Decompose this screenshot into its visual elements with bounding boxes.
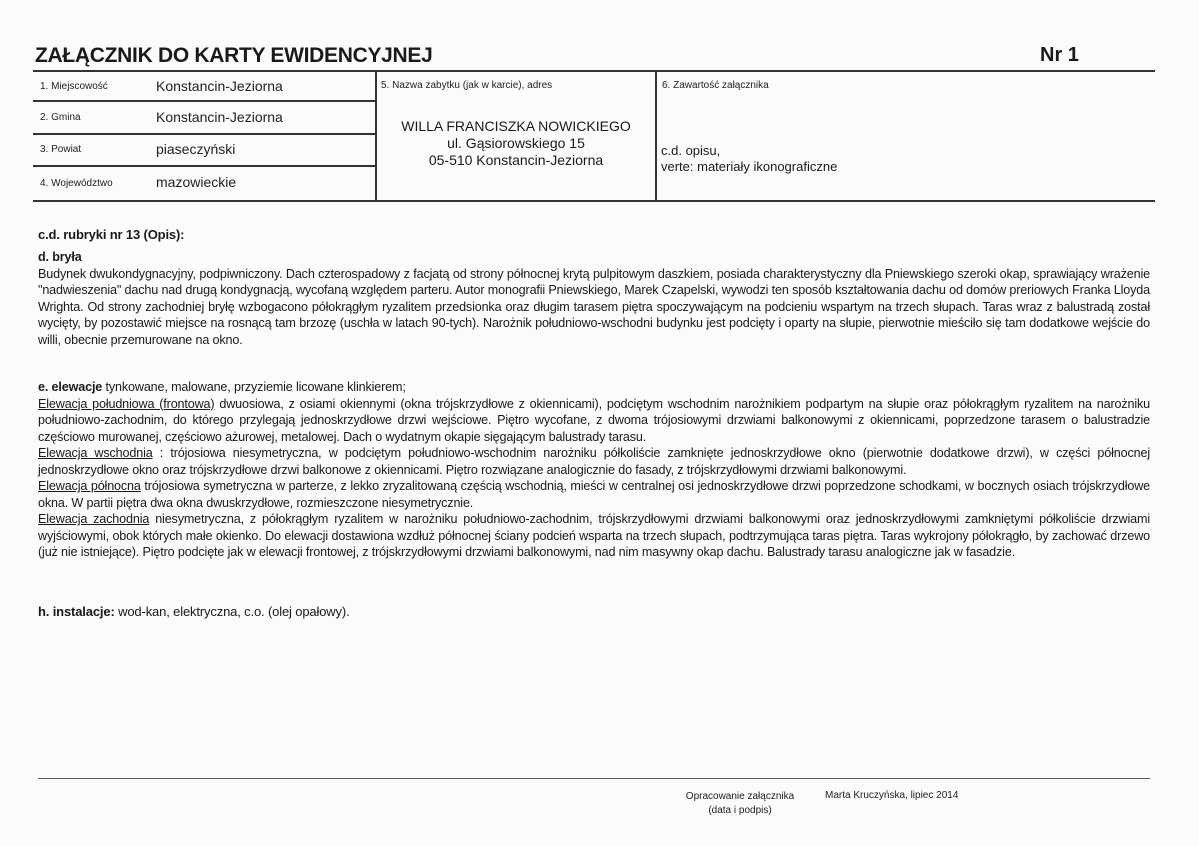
elevation-name: Elewacja północna bbox=[38, 479, 141, 493]
monument-label: 5. Nazwa zabytku (jak w karcie), adres bbox=[381, 80, 553, 91]
contents-line: c.d. opisu, bbox=[661, 143, 721, 158]
footer-label-line: (data i podpis) bbox=[708, 805, 772, 816]
row-divider bbox=[33, 165, 375, 167]
elevation-south bbox=[38, 396, 1150, 446]
h-heading: h. instalacje: bbox=[38, 604, 115, 619]
monument-street: ul. Gąsiorowskiego 15 bbox=[447, 135, 585, 151]
table-bottom-rule bbox=[33, 200, 1155, 202]
e-intro: tynkowane, malowane, przyziemie licowane klinkierem; bbox=[102, 380, 406, 394]
contents-line: verte: materiały ikonograficzne bbox=[661, 159, 838, 174]
row-divider bbox=[33, 100, 375, 102]
h-text: wod-kan, elektryczna, c.o. (olej opałowy). bbox=[114, 604, 350, 619]
elevation-text: niesymetryczna, z półokrągłym ryzalitem w narożniku południowo-zachodnim, trójskrzydłowymi drzwiami balkonowymi oraz jednoskrzydłowymi zamkniętymi półkoliście drzwiami wyjściowymi, obok których małe okienko. Do elewacji dostawiona wzdłuż północnej ściany podcień wsparta na trzech słupach, podtrzymująca taras piętra. Taras wykrojony półokrągło, by zachować drzewo (już nie istniejące). Piętro podcięte jak w elewacji frontowej, z trójskrzydłowymi drzwiami balkonowymi, nad nim masywny okap dachu. Balustrady tarasu analogiczne jak w fasadzie. bbox=[38, 512, 1150, 559]
monument-city: 05-510 Konstancin-Jeziorna bbox=[428, 152, 604, 168]
elevation-text: : trójosiowa niesymetryczna, w podciętym południowo-wschodnim narożniku półkoliście zamknięte jednoskrzydłowe okno (pierwotnie dodatkowe drzwi), w części północnej jednoskrzydłowe okno oraz trójskrzydłowe drzwi balkonowe z okiennicami. Piętro rozwiązane analogicznie do fasady, z trójskrzydłowymi drzwiami balkonowymi. bbox=[38, 446, 1150, 477]
footer-label bbox=[670, 790, 810, 818]
elevation-north bbox=[38, 478, 1150, 511]
elevation-east bbox=[38, 445, 1150, 478]
elevation-west bbox=[38, 511, 1150, 561]
contents-label: 6. Zawartość załącznika bbox=[662, 80, 769, 91]
elevation-name: Elewacja zachodnia bbox=[38, 512, 150, 526]
field-label: 3. Powiat bbox=[40, 144, 82, 155]
elevation-text: trójosiowa symetryczna w parterze, z lekko zryzalitowaną częścią wschodnią, mieści w centralnej osi jednoskrzydłowe drzwi poprzedzone schodkami, w bocznych osiach trójskrzydłowe okna. W partii piętra dwa okna dwuskrzydłowe, rozmieszczone niesymetrycznie. bbox=[38, 479, 1150, 510]
monument-name-address bbox=[377, 118, 655, 169]
field-value: Konstancin-Jeziorna bbox=[156, 109, 283, 125]
field-label: 1. Miejscowość bbox=[40, 81, 108, 92]
section-e bbox=[38, 379, 1150, 561]
elevation-text: dwuosiowa, z osiami okiennymi (okna trójskrzydłowe z okiennicami), podciętym wschodnim narożnikiem podpartym na słupie oraz półokrągłym ryzalitem na narożniku południowo-zachodnim, do którego przylegają jednoskrzydłowe drzwi wejściowe. Piętro wycofane, z dwoma trójosiowymi drzwiami balkonowymi z okiennicami, poprzedzone tarasem o balustradzie częściowo murowanej, częściowo ażurowej, metalowej. Dach o wydatnym okapie sięgającym balustrady tarasu. bbox=[38, 396, 1150, 444]
e-heading: e. elewacje bbox=[38, 380, 103, 394]
footer-author: Marta Kruczyńska, lipiec 2014 bbox=[825, 790, 959, 801]
section-h bbox=[38, 604, 1150, 621]
row-divider bbox=[33, 133, 375, 135]
d-text: Budynek dwukondygnacyjny, podpiwniczony. Dach czterospadowy z facjatą od strony północnej krytą pulpitowym daszkiem, posiada charakterystyczny dla Pniewskiego szeroki okap, sprawiający wrażenie "nadwieszenia" dachu nad drugą kondygnacją, wycofaną względem parteru. Autor monografii Pniewskiego, Marek Czapelski, wywodzi ten sposób kształtowania dachu od domów preriowych Franka Lloyda Wrighta. Od strony zachodniej bryłę wzbogacono półokrągłym ryzalitem przedsionka oraz długim tarasem piętra spoczywającym na podcieniu wspartym na trzech słupach. Taras wraz z balustradą został wycięty, by pozostawić miejsce na rosnącą tam brzozę (uschła w latach 90-tych). Narożnik południowo-wschodni budynku jest podcięty i oparty na słupie, pierwotnie mieściło się tam dodatkowe wejście do willi, obecnie przemurowane na okno. bbox=[38, 266, 1150, 347]
contents-value bbox=[661, 143, 837, 175]
field-value: mazowieckie bbox=[156, 174, 237, 190]
section-d bbox=[38, 249, 1150, 348]
field-label: 4. Województwo bbox=[40, 178, 113, 189]
column-divider bbox=[655, 70, 657, 202]
field-value: Konstancin-Jeziorna bbox=[156, 78, 283, 94]
elevation-name: Elewacja południowa (frontowa) bbox=[38, 396, 215, 411]
elevation-name: Elewacja wschodnia bbox=[38, 446, 153, 460]
section-title: c.d. rubryki nr 13 (Opis): bbox=[38, 227, 185, 242]
field-value: piaseczyński bbox=[156, 141, 236, 157]
d-heading: d. bryła bbox=[38, 250, 82, 264]
footer-rule bbox=[38, 778, 1150, 779]
monument-name: WILLA FRANCISZKA NOWICKIEGO bbox=[401, 118, 631, 134]
attachment-number: Nr 1 bbox=[1040, 44, 1079, 66]
field-label: 2. Gmina bbox=[40, 112, 81, 123]
document-title: ZAŁĄCZNIK DO KARTY EWIDENCYJNEJ bbox=[35, 44, 433, 67]
footer-label-line: Opracowanie załącznika bbox=[685, 791, 795, 802]
header-rule bbox=[33, 70, 1155, 72]
